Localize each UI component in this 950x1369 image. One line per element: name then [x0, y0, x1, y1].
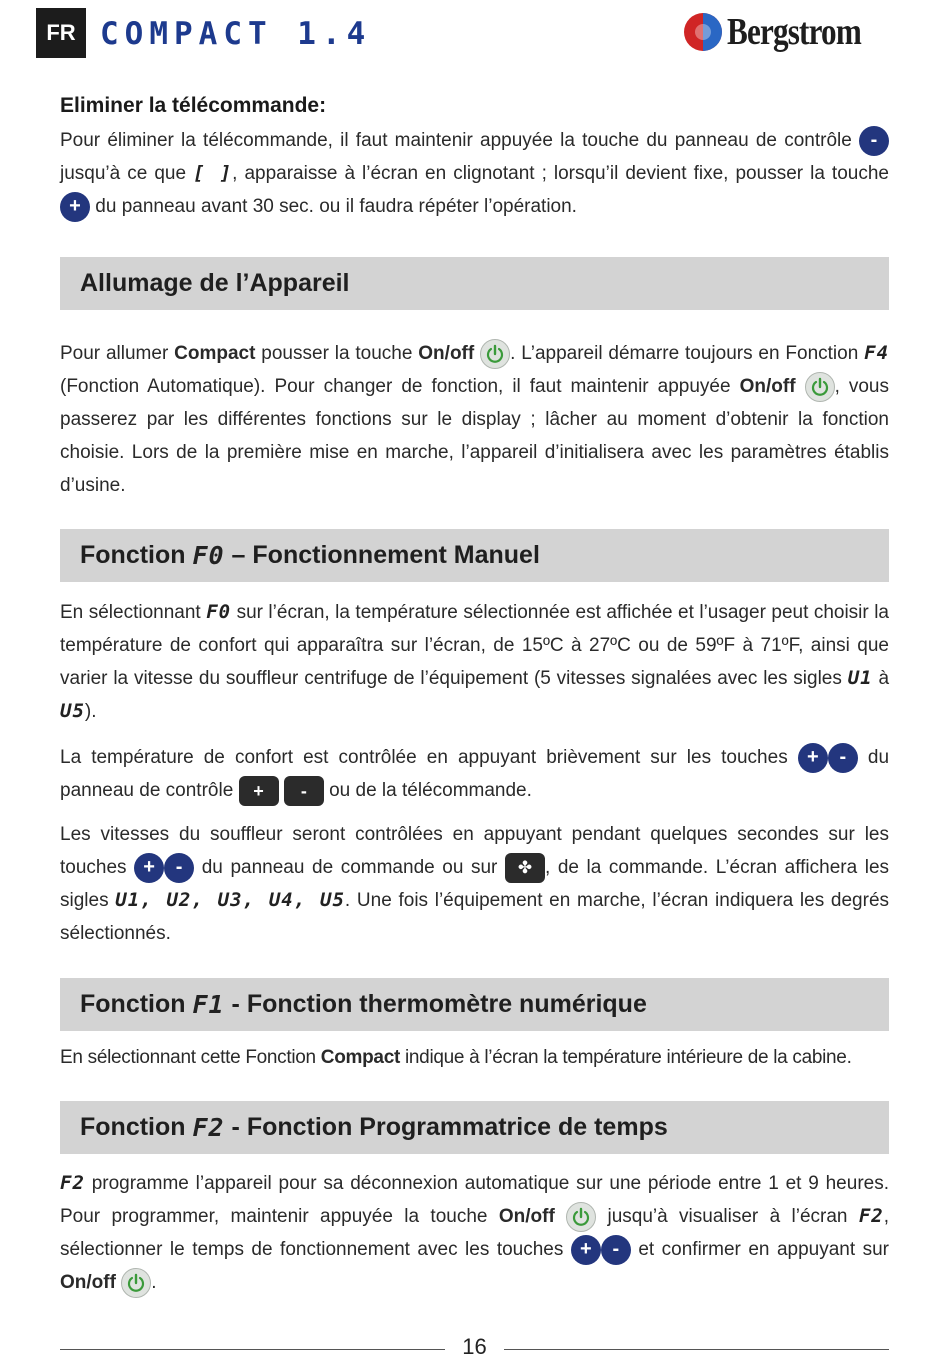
- remote-plus-icon: +: [239, 776, 279, 806]
- brand: [683, 10, 890, 54]
- section-f1: Fonction F1 - Fonction thermomètre numérique: [60, 978, 889, 1031]
- power-icon: [566, 1202, 596, 1232]
- function-code: F4: [864, 342, 890, 364]
- f0-text-2: La température de confort est contrôlée en appuyant brièvement sur les touches + - du panneau de contrôle + - ou de la télécommande.: [60, 741, 889, 807]
- section-f2: Fonction F2 - Fonction Programmatrice de temps: [60, 1101, 889, 1154]
- display-code: [ ]: [193, 162, 233, 184]
- remote-removal-text: Pour éliminer la télécommande, il faut maintenir appuyée la touche du panneau de contrôle - jusqu’à ce que [ ], apparaisse à l’écran en clignotant ; lorsqu’il devient fixe, pousser la touche + du panneau avant 30 sec. ou il faudra répéter l’opération.: [60, 124, 889, 223]
- brand-logo-icon: [683, 12, 723, 52]
- plus-button-icon: +: [60, 192, 90, 222]
- speed-code: U1: [847, 667, 873, 689]
- page-content: [60, 94, 889, 1299]
- power-icon: [805, 372, 835, 402]
- f1-text: En sélectionnant cette Fonction Compact indique à l’écran la température intérieure de la cabine.: [60, 1047, 852, 1068]
- remote-removal-heading: Eliminer la télécommande:: [60, 94, 327, 117]
- power-icon: [121, 1268, 151, 1298]
- f0-text-1: En sélectionnant F0 sur l’écran, la température sélectionnée est affichée et l’usager peut choisir la température de confort qui apparaîtra sur l’écran, de 15ºC à 27ºC ou de 59ºF à 71ºF, ainsi que varier la vitesse du souffleur centrifuge de l’équipement (5 vitesses signalées avec les sigles U1 à U5).: [60, 601, 890, 722]
- f0-text-3: Les vitesses du souffleur seront contrôlées en appuyant pendant quelques secondes sur les touches + - du panneau de commande ou sur ✤ , de la commande. L’écran affichera les sigles U1, U2, U3, U4, U5. Une fois l’équipement en marche, l’écran indiquera les degrés sélectionnés.: [60, 824, 890, 944]
- minus-button-icon: -: [601, 1235, 631, 1265]
- brand-name: Bergstrom: [726, 11, 861, 53]
- allumage-text: Pour allumer Compact pousser la touche On/off . L’appareil démarre toujours en Fonction F4 (Fonction Automatique). Pour changer de fonction, il faut maintenir appuyée On/off , vous passerez par les différentes fonctions sur le display ; lâcher au moment d’obtenir la fonction choisie. Lors de la première mise en marche, l’appareil d’initialisera avec les paramètres établis d’usine.: [60, 337, 889, 502]
- section-f0: Fonction F0 – Fonctionnement Manuel: [60, 529, 889, 582]
- plus-button-icon: +: [134, 853, 164, 883]
- page-footer: [60, 1332, 889, 1362]
- footer-divider-right: [504, 1349, 889, 1350]
- section-title: Fonction: [80, 541, 186, 569]
- section-title: Allumage de l’Appareil: [80, 269, 350, 297]
- function-code: F1: [192, 990, 225, 1019]
- speed-code: U5: [60, 700, 85, 722]
- function-code: F0: [192, 541, 225, 570]
- page-header: [36, 8, 896, 60]
- plus-button-icon: +: [798, 743, 828, 773]
- f2-text: F2 programme l’appareil pour sa déconnexion automatique sur une période entre 1 et 9 heures. Pour programmer, maintenir appuyée la touche On/off jusqu’à visualiser à l’écran F2, sélectionner le temps de fonctionnement avec les touches + - et confirmer en appuyant sur On/off .: [60, 1167, 889, 1299]
- language-badge: FR: [36, 8, 86, 58]
- speed-codes: U1, U2, U3, U4, U5: [115, 889, 345, 911]
- function-code: F2: [192, 1113, 225, 1142]
- section-title: Fonction: [80, 990, 186, 1018]
- minus-button-icon: -: [859, 126, 889, 156]
- section-title: Fonction: [80, 1113, 186, 1141]
- power-icon: [480, 339, 510, 369]
- plus-button-icon: +: [571, 1235, 601, 1265]
- function-code: F2: [60, 1172, 85, 1194]
- minus-button-icon: -: [828, 743, 858, 773]
- page-number: 16: [462, 1334, 487, 1359]
- remote-minus-icon: -: [284, 776, 324, 806]
- function-code: F2: [858, 1205, 884, 1227]
- fan-button-icon: ✤: [505, 853, 545, 883]
- minus-button-icon: -: [164, 853, 194, 883]
- model-title: COMPACT 1.4: [100, 16, 372, 52]
- function-code: F0: [206, 601, 232, 623]
- section-allumage: [60, 257, 889, 310]
